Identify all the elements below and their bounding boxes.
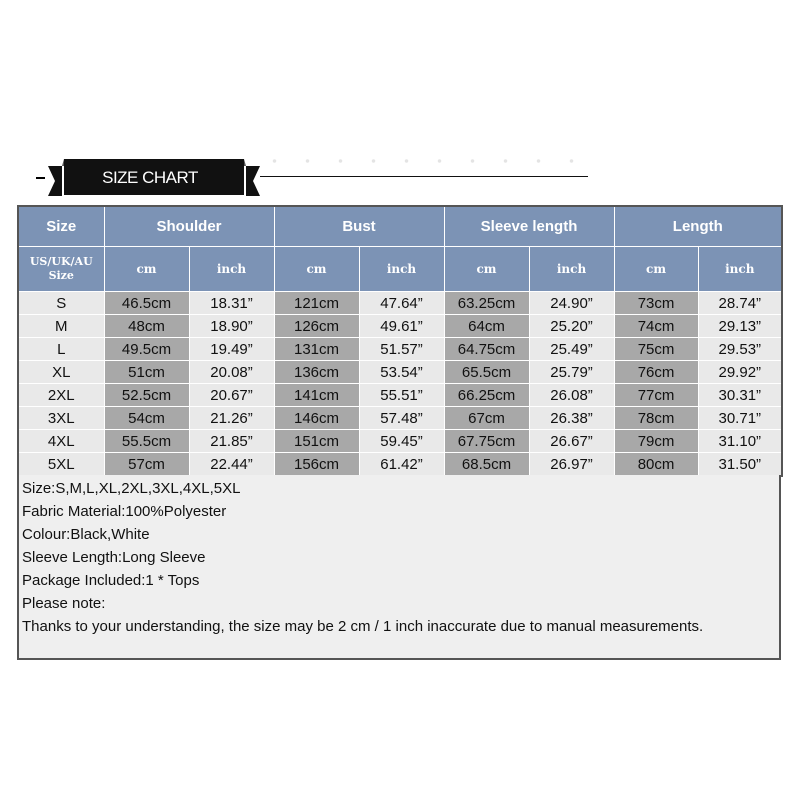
sleeve-cm-cell: 64.75cm — [444, 338, 529, 361]
sleeve-cm-cell: 64cm — [444, 315, 529, 338]
size-cell: 4XL — [18, 430, 104, 453]
sleeve-cm-cell: 67.75cm — [444, 430, 529, 453]
unit-header: inch — [698, 247, 782, 292]
sleeve-cm-cell: 66.25cm — [444, 384, 529, 407]
note-fabric: Fabric Material:100%Polyester — [22, 503, 227, 520]
length-in-cell: 29.53” — [698, 338, 782, 361]
length-cm-cell: 78cm — [614, 407, 698, 430]
length-cm-cell: 73cm — [614, 292, 698, 315]
length-in-cell: 30.31” — [698, 384, 782, 407]
sleeve-in-cell: 26.08” — [529, 384, 614, 407]
sleeve-cm-cell: 67cm — [444, 407, 529, 430]
shoulder-cm-cell: 55.5cm — [104, 430, 189, 453]
bust-cm-cell: 156cm — [274, 453, 359, 477]
sleeve-in-cell: 25.49” — [529, 338, 614, 361]
size-cell: 5XL — [18, 453, 104, 477]
size-header: Size — [18, 206, 104, 247]
shoulder-in-cell: 20.08” — [189, 361, 274, 384]
shoulder-cm-cell: 54cm — [104, 407, 189, 430]
table-header-row — [18, 206, 782, 247]
banner-dash — [36, 177, 45, 179]
length-in-cell: 31.10” — [698, 430, 782, 453]
size-cell: 3XL — [18, 407, 104, 430]
bust-in-cell: 51.57” — [359, 338, 444, 361]
bust-in-cell: 53.54” — [359, 361, 444, 384]
unit-header: cm — [614, 247, 698, 292]
bust-cm-cell: 126cm — [274, 315, 359, 338]
region-size-header — [18, 247, 104, 292]
shoulder-in-cell: 22.44” — [189, 453, 274, 477]
table-row — [18, 338, 782, 361]
bust-in-cell: 49.61” — [359, 315, 444, 338]
bust-header: Bust — [274, 206, 444, 247]
shoulder-cm-cell: 49.5cm — [104, 338, 189, 361]
unit-header-row — [18, 247, 782, 292]
size-cell: L — [18, 338, 104, 361]
shoulder-cm-cell: 48cm — [104, 315, 189, 338]
unit-header: inch — [359, 247, 444, 292]
bust-cm-cell: 136cm — [274, 361, 359, 384]
table-row — [18, 361, 782, 384]
length-header: Length — [614, 206, 782, 247]
bust-cm-cell: 151cm — [274, 430, 359, 453]
length-cm-cell: 76cm — [614, 361, 698, 384]
shoulder-header: Shoulder — [104, 206, 274, 247]
note-accuracy: Thanks to your understanding, the size may be 2 cm / 1 inch inaccurate due to manual measurements. — [22, 618, 704, 635]
banner-title: SIZE CHART — [102, 168, 198, 187]
unit-header: cm — [274, 247, 359, 292]
length-cm-cell: 77cm — [614, 384, 698, 407]
shoulder-cm-cell: 52.5cm — [104, 384, 189, 407]
sleeve-in-cell: 24.90” — [529, 292, 614, 315]
bust-in-cell: 47.64” — [359, 292, 444, 315]
sleeve-in-cell: 25.79” — [529, 361, 614, 384]
sleeve-cm-cell: 63.25cm — [444, 292, 529, 315]
unit-header: inch — [529, 247, 614, 292]
table-row — [18, 384, 782, 407]
bust-in-cell: 59.45” — [359, 430, 444, 453]
length-in-cell: 30.71” — [698, 407, 782, 430]
length-cm-cell: 79cm — [614, 430, 698, 453]
table-row — [18, 430, 782, 453]
bust-in-cell: 55.51” — [359, 384, 444, 407]
unit-header: cm — [104, 247, 189, 292]
length-cm-cell: 74cm — [614, 315, 698, 338]
shoulder-in-cell: 18.90” — [189, 315, 274, 338]
bust-cm-cell: 146cm — [274, 407, 359, 430]
shoulder-in-cell: 18.31” — [189, 292, 274, 315]
size-cell: S — [18, 292, 104, 315]
note-colour: Colour:Black,White — [22, 526, 150, 543]
region-label: US/UK/AU — [29, 255, 93, 268]
table-row — [18, 315, 782, 338]
size-table — [17, 205, 783, 477]
bust-in-cell: 57.48” — [359, 407, 444, 430]
length-cm-cell: 80cm — [614, 453, 698, 477]
size-cell: M — [18, 315, 104, 338]
note-please: Please note: — [22, 595, 106, 612]
sleeve-in-cell: 26.97” — [529, 453, 614, 477]
shoulder-in-cell: 21.26” — [189, 407, 274, 430]
bust-cm-cell: 141cm — [274, 384, 359, 407]
unit-header: cm — [444, 247, 529, 292]
region-size-label: Size — [48, 269, 74, 282]
table-row — [18, 407, 782, 430]
size-cell: 2XL — [18, 384, 104, 407]
shoulder-cm-cell: 51cm — [104, 361, 189, 384]
shoulder-in-cell: 20.67” — [189, 384, 274, 407]
note-package: Package Included:1 * Tops — [22, 572, 200, 589]
shoulder-in-cell: 21.85” — [189, 430, 274, 453]
sleeve-cm-cell: 65.5cm — [444, 361, 529, 384]
product-notes — [17, 475, 781, 660]
shoulder-in-cell: 19.49” — [189, 338, 274, 361]
table-row — [18, 292, 782, 315]
unit-header: inch — [189, 247, 274, 292]
bust-cm-cell: 131cm — [274, 338, 359, 361]
shoulder-cm-cell: 46.5cm — [104, 292, 189, 315]
banner-dots — [258, 158, 588, 164]
bust-cm-cell: 121cm — [274, 292, 359, 315]
length-in-cell: 29.13” — [698, 315, 782, 338]
sleeve-length-header: Sleeve length — [444, 206, 614, 247]
size-cell: XL — [18, 361, 104, 384]
sleeve-in-cell: 26.67” — [529, 430, 614, 453]
banner-rule — [260, 176, 588, 177]
length-in-cell: 28.74” — [698, 292, 782, 315]
table-row — [18, 453, 782, 477]
bust-in-cell: 61.42” — [359, 453, 444, 477]
note-sleeve: Sleeve Length:Long Sleeve — [22, 549, 206, 566]
size-chart-banner — [0, 150, 800, 200]
size-table-body — [18, 292, 782, 477]
sleeve-in-cell: 26.38” — [529, 407, 614, 430]
sleeve-cm-cell: 68.5cm — [444, 453, 529, 477]
length-cm-cell: 75cm — [614, 338, 698, 361]
length-in-cell: 29.92” — [698, 361, 782, 384]
note-sizes: Size:S,M,L,XL,2XL,3XL,4XL,5XL — [22, 480, 241, 497]
sleeve-in-cell: 25.20” — [529, 315, 614, 338]
shoulder-cm-cell: 57cm — [104, 453, 189, 477]
length-in-cell: 31.50” — [698, 453, 782, 477]
